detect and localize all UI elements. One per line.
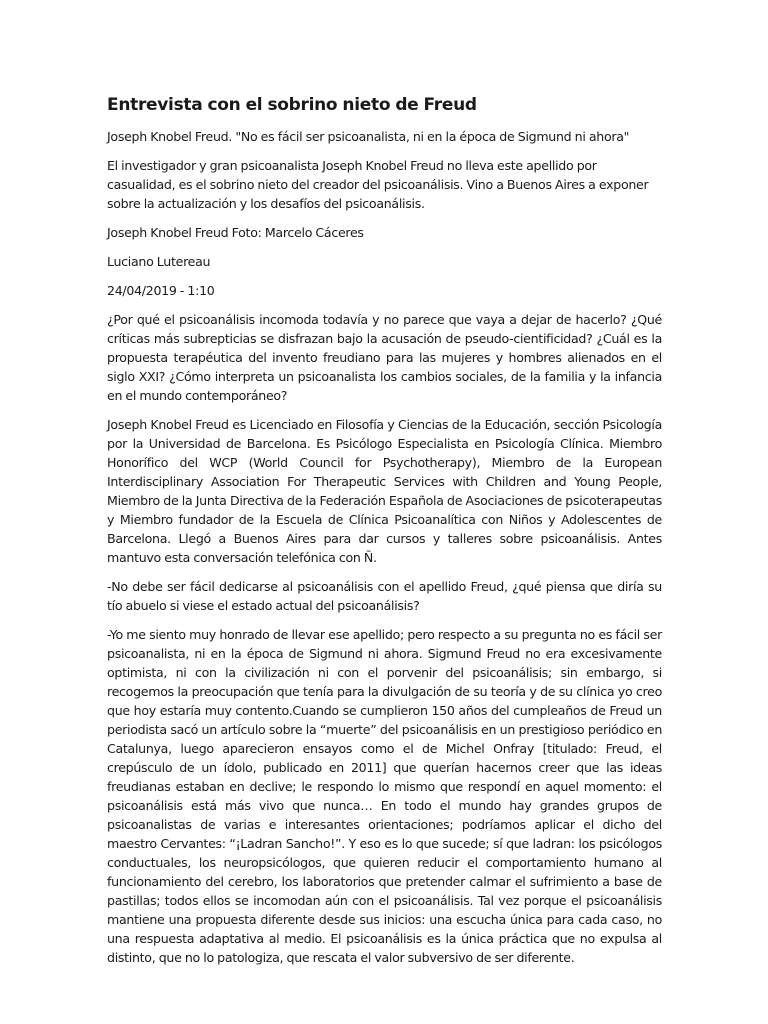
document-page bbox=[107, 93, 662, 977]
article-subtitle: Joseph Knobel Freud. "No es fácil ser psicoanalista, ni en la época de Sigmund ni ahora" bbox=[107, 129, 630, 144]
interview-question: -No debe ser fácil dedicarse al psicoanálisis con el apellido Freud, ¿qué piensa que diría su tío abuelo si viese el estado actual del psicoanálisis? bbox=[107, 579, 662, 613]
article-lead: El investigador y gran psicoanalista Joseph Knobel Freud no lleva este apellido por casualidad, es el sobrino nieto del creador del psicoanálisis. Vino a Buenos Aires a exponer sobre la actualización y los desafíos del psicoanálisis. bbox=[107, 158, 649, 211]
intro-questions: ¿Por qué el psicoanálisis incomoda todavía y no parece que vaya a dejar de hacerlo? ¿Qué críticas más subrepticias se disfrazan bajo la acusación de pseudo-cientificidad? ¿Cuál es la propuesta terapéutica del invento freudiano para las mujeres y hombres alienados en el siglo XXI? ¿Cómo interpreta un psicoanalista los cambios sociales, de la familia y la infancia en el mundo contemporáneo? bbox=[107, 312, 662, 403]
article-date: 24/04/2019 - 1:10 bbox=[107, 283, 215, 298]
author-bio: Joseph Knobel Freud es Licenciado en Filosofía y Ciencias de la Educación, sección Psicología por la Universidad de Barcelona. Es Psicólogo Especialista en Psicología Clínica. Miembro Honorífico del WCP (World Council for Psychotherapy), Miembro de la European Interdisciplinary Association For Therapeutic Services with Children and Young People, Miembro de la Junta Directiva de la Federación Española de Asociaciones de psicoterapeutas y Miembro fundador de la Escuela de Clínica Psicoanalítica con Niños y Adolescentes de Barcelona. Llegó a Buenos Aires para dar cursos y talleres sobre psicoanálisis. Antes mantuvo esta conversación telefónica con Ñ. bbox=[107, 417, 662, 565]
article-author: Luciano Lutereau bbox=[107, 254, 211, 269]
photo-caption: Joseph Knobel Freud Foto: Marcelo Cáceres bbox=[107, 225, 364, 240]
interview-answer: -Yo me siento muy honrado de llevar ese apellido; pero respecto a su pregunta no es fácil ser psicoanalista, ni en la época de Sigmund ni ahora. Sigmund Freud no era excesivamente optimista, ni con la civilización ni con el porvenir del psicoanálisis; sin embargo, si recogemos la preocupación que tenía para la divulgación de su teoría y de su clínica yo creo que hoy estaría muy contento.Cuando se cumplieron 150 años del cumpleaños de Freud un periodista sacó un artículo sobre la “muerte” del psicoanálisis en un prestigioso periódico en Catalunya, luego aparecieron ensayos como el de Michel Onfray [titulado: Freud, el crepúsculo de un ídolo, publicado en 2011] que querían hacernos creer que las ideas freudianas estaban en declive; le respondo lo mismo que respondí en aquel momento: el psicoanálisis está más vivo que nunca… En todo el mundo hay grandes grupos de psicoanalistas de varias e interesantes orientaciones; podríamos aplicar el dicho del maestro Cervantes: “¡Ladran Sancho!”. Y eso es lo que sucede; sí que ladran: los psicólogos conductuales, los neuropsicólogos, que quieren reducir el comportamiento humano al funcionamiento del cerebro, los laboratorios que pretender calmar el sufrimiento a base de pastillas; todos ellos se incomodan aún con el psicoanálisis. Tal vez porque el psicoanálisis mantiene una propuesta diferente desde sus inicios: una escucha única para cada caso, no una respuesta adaptativa al medio. El psicoanálisis es la única práctica que no expulsa al distinto, que no lo patologiza, que rescata el valor subversivo de ser diferente. bbox=[107, 627, 662, 965]
article-title: Entrevista con el sobrino nieto de Freud bbox=[107, 95, 477, 115]
